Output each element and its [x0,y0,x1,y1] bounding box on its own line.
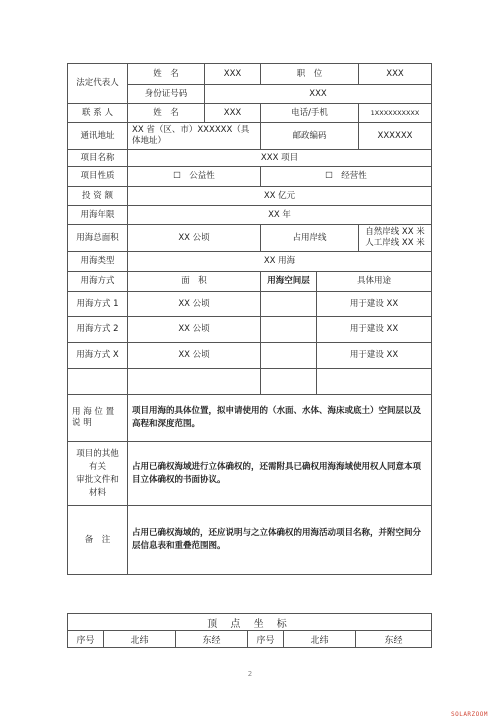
watermark-logo: SOLARZOOM [450,711,488,718]
sea-use-type-value: XX 用海 [128,252,432,272]
term-label: 用海年限 [68,206,128,225]
postal-code-label: 邮政编码 [261,123,359,150]
total-area-label: 用海总面积 [68,225,128,252]
method-row-use: 用于建设 XX [317,292,432,317]
nature-commercial-checkbox[interactable]: ☐ 经营性 [261,167,432,187]
coord-header-lat: 北纬 [104,631,176,648]
method-row-empty-space [261,369,317,395]
method-row-area: XX 公顷 [128,343,261,369]
contact-name-label: 姓 名 [128,104,205,123]
method-row-space [261,343,317,369]
investment-value: XX 亿元 [128,187,432,206]
nature-public-checkbox[interactable]: ☐ 公益性 [128,167,261,187]
contact-name-value: XXX [205,104,261,123]
application-form-table [67,63,432,575]
postal-code-value: XXXXXX [359,123,432,150]
method-row-area: XX 公顷 [128,317,261,343]
coord-header-lon: 东经 [356,631,432,648]
method-row-empty-area [128,369,261,395]
location-text: 项目用海的具体位置，拟申请使用的（水面、水体、海床或底土）空间层以及高程和深度范围。 [128,395,432,442]
remarks-label: 备 注 [68,506,128,575]
sea-use-type-label: 用海类型 [68,252,128,272]
investment-label: 投 资 额 [68,187,128,206]
project-name-value: XXX 项目 [128,150,432,167]
coord-header-lat: 北纬 [284,631,356,648]
artificial-coastline: 人工岸线 XX 米 [365,238,425,248]
page-number: 2 [247,670,253,678]
methods-header-space: 用海空间层 [261,272,317,292]
legal-rep-id-value: XXX [205,85,432,104]
term-value: XX 年 [128,206,432,225]
methods-header-use: 具体用途 [317,272,432,292]
legal-rep-name-value: XXX [205,64,261,85]
method-row-use: 用于建设 XX [317,317,432,343]
method-row-label: 用海方式 X [68,343,128,369]
coord-header-seq: 序号 [68,631,104,648]
legal-rep-name-label: 姓 名 [128,64,205,85]
methods-header-area: 面 积 [128,272,261,292]
coord-header-seq: 序号 [248,631,284,648]
natural-coastline: 自然岸线 XX 米 [365,227,425,237]
contact-phone-label: 电话/手机 [261,104,359,123]
other-docs-label [68,442,128,506]
legal-rep-position-value: XXX [359,64,432,85]
address-value: XX 省（区、市）XXXXXX（具体地址） [128,123,261,150]
method-row-space [261,317,317,343]
other-docs-label-line: 有关 [88,461,106,472]
coastline-value [359,225,432,252]
address-label: 通讯地址 [68,123,128,150]
total-area-value: XX 公顷 [128,225,261,252]
other-docs-label-line: 审批文件和 [76,474,119,485]
method-row-space [261,292,317,317]
contact-label: 联 系 人 [68,104,128,123]
other-docs-text: 占用已确权海域进行立体确权的，还需附具已确权用海海域使用权人同意本项目立体确权的书面协议。 [128,442,432,506]
coordinates-title: 顶 点 坐 标 [68,614,432,631]
method-row-empty-use [317,369,432,395]
other-docs-label-line: 材料 [88,487,106,498]
project-name-label: 项目名称 [68,150,128,167]
method-row-empty-label [68,369,128,395]
method-row-label: 用海方式 2 [68,317,128,343]
vertex-coordinates-table [67,613,432,648]
location-label: 用 海 位 置 说 明 [68,395,128,442]
other-docs-label-line: 项目的其他 [76,448,119,459]
method-row-area: XX 公顷 [128,292,261,317]
legal-rep-id-label: 身份证号码 [128,85,205,104]
contact-phone-value: 1XXXXXXXXXX [359,104,432,123]
method-row-use: 用于建设 XX [317,343,432,369]
methods-header-label: 用海方式 [68,272,128,292]
remarks-text: 占用已确权海域的，还应说明与之立体确权的用海活动项目名称，并附空间分层信息表和重叠范围图。 [128,506,432,575]
coastline-label: 占用岸线 [261,225,359,252]
legal-rep-position-label: 职 位 [261,64,359,85]
coord-header-lon: 东经 [176,631,248,648]
legal-rep-label: 法定代表人 [68,64,128,104]
method-row-label: 用海方式 1 [68,292,128,317]
project-nature-label: 项目性质 [68,167,128,187]
